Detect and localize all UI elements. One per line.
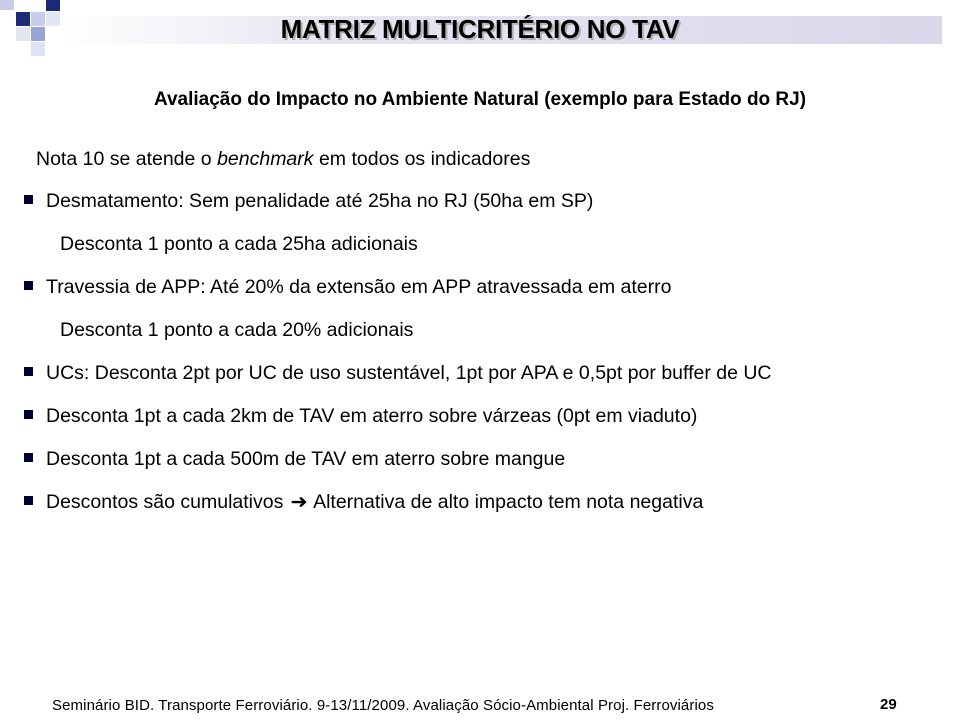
list-item — [20, 190, 593, 213]
right-arrow-icon: ➜ — [290, 492, 308, 513]
list-item — [20, 448, 565, 471]
list-item — [20, 405, 697, 428]
intro-emphasis: benchmark — [217, 148, 314, 170]
page-number: 29 — [880, 696, 897, 713]
list-item-text-after: Alternativa de alto impacto tem nota negativa — [313, 491, 704, 513]
list-item-subtext: Desconta 1 ponto a cada 20% adicionais — [60, 319, 414, 341]
square-bullet-icon — [24, 281, 33, 290]
decorative-square-light — [46, 0, 60, 11]
list-item-text: Travessia de APP: Até 20% da extensão em APP atravessada em aterro — [46, 276, 672, 298]
list-item — [20, 276, 671, 299]
intro-line — [36, 148, 530, 171]
list-item — [20, 362, 772, 385]
list-item-text-before: Descontos são cumulativos — [46, 491, 284, 513]
square-bullet-icon — [24, 195, 33, 204]
list-item-text: Desmatamento: Sem penalidade até 25ha no RJ (50ha em SP) — [46, 190, 594, 212]
list-item-text: Desconta 1pt a cada 500m de TAV em aterro sobre mangue — [46, 448, 566, 470]
intro-suffix: em todos os indicadores — [313, 148, 531, 170]
list-item-text: Desconta 1pt a cada 2km de TAV em aterro sobre várzeas (0pt em viaduto) — [46, 405, 698, 427]
list-item-subtext: Desconta 1 ponto a cada 25ha adicionais — [60, 233, 418, 255]
subtitle: Avaliação do Impacto no Ambiente Natural (exemplo para Estado do RJ) — [153, 89, 807, 110]
square-bullet-icon — [24, 496, 33, 505]
square-bullet-icon — [24, 410, 33, 419]
page-title: MATRIZ MULTICRITÉRIO NO TAV — [280, 14, 680, 44]
list-item — [20, 491, 703, 514]
list-item-text: UCs: Desconta 2pt por UC de uso sustentável, 1pt por APA e 0,5pt por buffer de UC — [46, 362, 772, 384]
square-bullet-icon — [24, 367, 33, 376]
decorative-square-dark — [0, 0, 14, 10]
intro-prefix: Nota 10 se atende o — [36, 148, 218, 170]
footer-text: Seminário BID. Transporte Ferroviário. 9-13/11/2009. Avaliação Sócio-Ambiental Proj. Ferroviários — [52, 697, 714, 714]
square-bullet-icon — [24, 453, 33, 462]
